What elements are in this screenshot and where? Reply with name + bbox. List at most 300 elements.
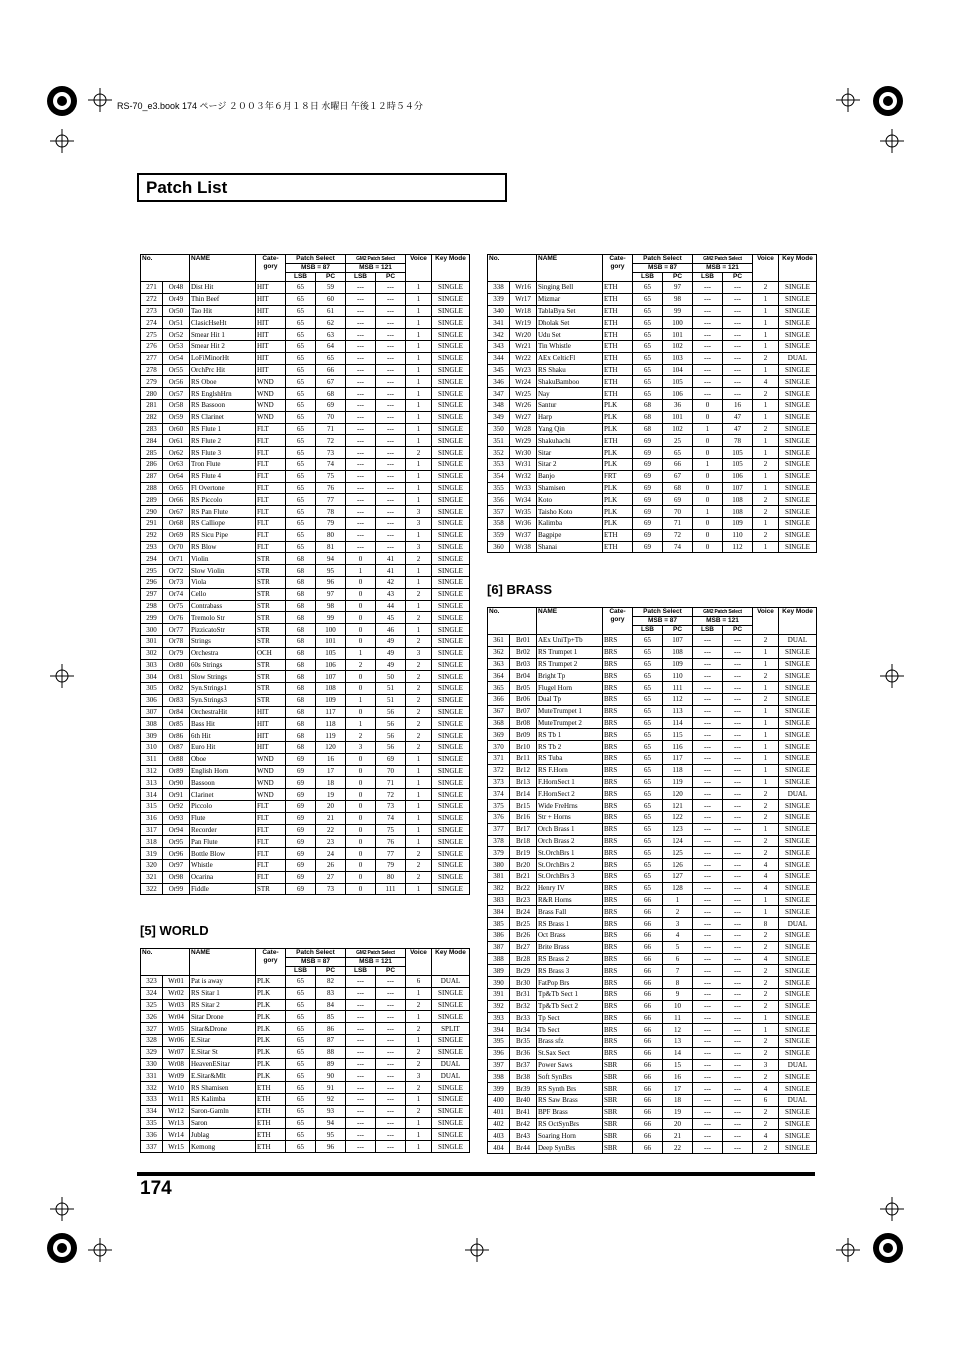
cell-msb87-lsb: 65 [286,1046,316,1058]
cell-msb87-pc: 107 [316,671,346,683]
cell-name: Banjo [537,470,603,482]
cell-keymode: SINGLE [432,730,470,742]
cell-msb121-pc: --- [376,423,406,435]
cell-id: Wr36 [510,517,537,529]
table-row [141,694,470,706]
cell-category: BRS [603,776,633,788]
cell-msb121-lsb: 0 [346,871,376,883]
cell-msb87-lsb: 66 [633,1095,663,1107]
cell-voice: 2 [753,1106,779,1118]
cell-number: 374 [488,788,510,800]
cell-msb87-lsb: 65 [286,376,316,388]
cell-number: 283 [141,423,163,435]
table-row [488,305,817,317]
cell-msb121-lsb: --- [693,635,723,647]
cell-voice: 2 [406,659,432,671]
cell-keymode: SINGLE [779,364,817,376]
table-row [141,305,470,317]
cell-name: Nay [537,388,603,400]
cell-voice: 6 [406,976,432,988]
cell-category: HIT [256,706,286,718]
cell-number: 381 [488,870,510,882]
cell-msb87-lsb: 65 [286,447,316,459]
cell-msb87-pc: 84 [316,999,346,1011]
cell-msb121-lsb: --- [346,1129,376,1141]
cell-msb121-lsb: 0 [346,801,376,813]
cell-number: 319 [141,848,163,860]
cell-id: Wr12 [163,1105,190,1117]
table-row [141,671,470,683]
cell-voice: 6 [753,1095,779,1107]
cell-name: Dist Hit [190,282,256,294]
cell-msb87-lsb: 65 [286,1070,316,1082]
table-row [488,870,817,882]
table-row [141,1011,470,1023]
cell-id: Br31 [510,988,537,1000]
cell-keymode: SINGLE [432,1011,470,1023]
cell-msb87-pc: 120 [663,788,693,800]
cell-voice: 2 [753,1000,779,1012]
cell-voice: 1 [406,458,432,470]
cell-msb121-lsb: --- [693,717,723,729]
cell-msb121-lsb: --- [346,1034,376,1046]
cell-msb121-pc: 51 [376,694,406,706]
cell-msb87-lsb: 69 [633,517,663,529]
header-voice: Voice [406,949,432,976]
cell-voice: 2 [753,388,779,400]
cell-category: ETH [603,376,633,388]
cell-voice: 2 [753,811,779,823]
header-gm2-patch-select: GM2 Patch Select [346,255,406,264]
cell-msb87-pc: 60 [316,293,346,305]
cell-msb121-pc: --- [723,859,753,871]
cell-voice: 1 [406,340,432,352]
cell-keymode: SINGLE [779,882,817,894]
cell-voice: 4 [753,882,779,894]
cell-msb121-pc: --- [376,1023,406,1035]
cell-msb87-lsb: 69 [633,541,663,553]
cell-name: Saron [190,1117,256,1129]
cell-voice: 1 [406,529,432,541]
cell-name: ClasicHseHt [190,317,256,329]
cell-id: Or76 [163,612,190,624]
table-row [488,506,817,518]
cell-msb87-lsb: 65 [633,752,663,764]
cell-msb121-pc: 107 [723,482,753,494]
cell-msb121-pc: --- [723,894,753,906]
cell-id: Or88 [163,753,190,765]
cell-number: 341 [488,317,510,329]
cell-msb87-pc: 122 [663,811,693,823]
cell-number: 387 [488,941,510,953]
cell-msb121-pc: --- [376,305,406,317]
header-keymode: Key Mode [779,255,817,282]
cell-msb87-lsb: 68 [286,694,316,706]
cell-msb87-lsb: 69 [633,435,663,447]
cell-voice: 2 [753,835,779,847]
cell-name: Taisho Koto [537,506,603,518]
cell-voice: 1 [406,470,432,482]
cell-msb87-lsb: 65 [286,1011,316,1023]
cell-msb121-pc: 80 [376,871,406,883]
header-lsb-121: LSB [346,967,376,976]
cell-msb87-pc: 82 [316,976,346,988]
cell-msb87-pc: 3 [663,918,693,930]
bottom-rule [137,1172,815,1176]
table-row [141,600,470,612]
table-row [488,1142,817,1154]
cell-keymode: SINGLE [432,987,470,999]
cell-msb121-pc: --- [723,705,753,717]
cell-voice: 1 [406,1011,432,1023]
cell-id: Or95 [163,836,190,848]
cell-voice: 1 [406,576,432,588]
cell-category: WND [256,376,286,388]
cell-msb121-pc: --- [376,1093,406,1105]
cell-msb87-pc: 102 [663,423,693,435]
cell-msb87-lsb: 65 [633,329,663,341]
cell-name: RS Tb 2 [537,741,603,753]
cell-msb121-pc: 50 [376,671,406,683]
cell-msb87-lsb: 68 [633,411,663,423]
cell-name: Bass Hit [190,718,256,730]
cell-voice: 2 [753,788,779,800]
cell-number: 356 [488,494,510,506]
table-row [488,458,817,470]
cell-voice: 2 [406,694,432,706]
cell-msb121-pc: --- [376,529,406,541]
table-row [488,1059,817,1071]
cell-voice: 1 [406,824,432,836]
cell-voice: 1 [406,987,432,999]
cell-name: Bagpipe [537,529,603,541]
cell-msb121-pc: --- [376,1070,406,1082]
cell-msb121-pc: --- [376,293,406,305]
cell-number: 326 [141,1011,163,1023]
cell-msb121-lsb: --- [693,1106,723,1118]
cell-voice: 2 [406,588,432,600]
cell-keymode: SINGLE [779,670,817,682]
cell-msb121-pc: --- [376,506,406,518]
cell-msb87-lsb: 66 [633,1000,663,1012]
cell-msb87-pc: 17 [316,765,346,777]
cell-msb121-lsb: --- [693,1083,723,1095]
cell-keymode: SINGLE [432,1129,470,1141]
cell-msb121-pc: --- [723,988,753,1000]
header-voice: Voice [406,255,432,282]
cell-msb121-pc: 78 [723,435,753,447]
cell-name: RS Brass 2 [537,953,603,965]
cell-id: Br34 [510,1024,537,1036]
cell-id: Br43 [510,1130,537,1142]
cell-msb121-lsb: --- [346,999,376,1011]
cell-voice: 1 [406,352,432,364]
cell-msb87-pc: 27 [316,871,346,883]
cell-category: ETH [603,435,633,447]
cell-number: 379 [488,847,510,859]
cell-msb121-lsb: 1 [693,458,723,470]
cell-number: 352 [488,447,510,459]
cell-number: 278 [141,364,163,376]
cell-keymode: SINGLE [779,1000,817,1012]
cell-keymode: SINGLE [432,506,470,518]
cell-voice: 2 [753,988,779,1000]
cell-keymode: SINGLE [432,565,470,577]
cell-msb87-pc: 79 [316,517,346,529]
cell-keymode: SINGLE [432,399,470,411]
cell-msb121-pc: 49 [376,659,406,671]
cell-id: Br10 [510,741,537,753]
table-row [141,293,470,305]
cell-msb121-lsb: --- [346,399,376,411]
header-patch-select: Patch Select [633,608,693,617]
header-no: No. [488,255,537,282]
cell-number: 282 [141,411,163,423]
cell-number: 294 [141,553,163,565]
cell-msb87-lsb: 65 [286,340,316,352]
cell-voice: 2 [753,506,779,518]
cell-msb121-pc: --- [376,976,406,988]
cell-voice: 2 [753,282,779,294]
cell-msb87-lsb: 65 [633,670,663,682]
cell-category: ETH [256,1129,286,1141]
cell-category: HIT [256,317,286,329]
cell-msb87-lsb: 66 [633,918,663,930]
cell-name: Str + Horns [537,811,603,823]
cell-msb121-lsb: 0 [693,447,723,459]
cell-category: SBR [603,1071,633,1083]
cell-voice: 1 [753,317,779,329]
cell-category: FLT [256,812,286,824]
cell-category: BRS [603,646,633,658]
cell-msb87-lsb: 65 [286,364,316,376]
cell-number: 328 [141,1034,163,1046]
cell-name: Kemong [190,1141,256,1153]
cell-name: Brite Brass [537,941,603,953]
cell-keymode: SINGLE [779,435,817,447]
table-row [141,1129,470,1141]
cell-voice: 4 [753,953,779,965]
table-row [141,494,470,506]
cell-keymode: SINGLE [432,812,470,824]
cell-msb87-pc: 117 [663,752,693,764]
cell-name: Power Saws [537,1059,603,1071]
cell-keymode: SINGLE [432,765,470,777]
cell-msb121-pc: --- [723,847,753,859]
cell-voice: 2 [406,1058,432,1070]
cell-msb87-pc: 85 [316,1011,346,1023]
table-row [488,882,817,894]
cell-number: 321 [141,871,163,883]
cell-keymode: SINGLE [779,729,817,741]
header-patch-select: Patch Select [286,255,346,264]
cell-msb87-lsb: 69 [633,482,663,494]
cell-id: Wr32 [510,470,537,482]
cell-id: Br22 [510,882,537,894]
cell-voice: 2 [753,670,779,682]
cell-keymode: SINGLE [432,1141,470,1153]
cell-name: 6th Hit [190,730,256,742]
cell-msb121-pc: --- [376,1011,406,1023]
cell-number: 325 [141,999,163,1011]
cell-keymode: SINGLE [432,411,470,423]
cell-id: Br41 [510,1106,537,1118]
cell-msb87-lsb: 68 [633,399,663,411]
cell-msb87-pc: 87 [316,1034,346,1046]
cell-keymode: SINGLE [779,1047,817,1059]
cell-name: Soaring Horn [537,1130,603,1142]
cell-category: WND [256,753,286,765]
cell-keymode: SINGLE [432,388,470,400]
cell-msb121-pc: --- [376,435,406,447]
cell-keymode: SINGLE [779,376,817,388]
cell-category: FLT [256,541,286,553]
cell-category: PLK [603,482,633,494]
cell-category: PLK [256,1070,286,1082]
header-msb121: MSB = 121 [346,958,406,967]
cell-voice: 1 [406,435,432,447]
cell-number: 337 [141,1141,163,1153]
cell-category: BRS [603,1047,633,1059]
cell-name: Dholak Set [537,317,603,329]
cell-msb87-lsb: 65 [633,764,663,776]
cell-msb87-pc: 22 [663,1142,693,1154]
cell-msb87-lsb: 65 [286,987,316,999]
cell-id: Or80 [163,659,190,671]
cell-msb121-pc: 43 [376,588,406,600]
cell-msb121-lsb: --- [693,1059,723,1071]
crosshair-icon [880,1197,904,1221]
registration-mark-icon [44,83,80,119]
cell-category: SBR [603,1130,633,1142]
cell-id: Wr19 [510,317,537,329]
cell-number: 329 [141,1046,163,1058]
cell-number: 314 [141,789,163,801]
cell-category: STR [256,565,286,577]
table-row [488,918,817,930]
cell-name: RS Bassoon [190,399,256,411]
table-row [141,329,470,341]
header-category: Cate-gory [603,255,633,282]
cell-keymode: SINGLE [432,329,470,341]
table-row [488,1130,817,1142]
cell-id: Wr30 [510,447,537,459]
cell-msb87-pc: 69 [663,494,693,506]
table-row [141,470,470,482]
cell-msb87-pc: 69 [316,399,346,411]
cell-category: BRS [603,977,633,989]
cell-msb87-lsb: 66 [633,894,663,906]
cell-id: Wr05 [163,1023,190,1035]
cell-msb87-pc: 65 [316,352,346,364]
table-row [488,977,817,989]
cell-msb87-pc: 13 [663,1036,693,1048]
cell-number: 385 [488,918,510,930]
cell-voice: 2 [753,458,779,470]
cell-name: RS Flute 2 [190,435,256,447]
cell-msb121-pc: 74 [376,812,406,824]
cell-id: Br07 [510,705,537,717]
cell-msb121-lsb: 0 [693,494,723,506]
cell-msb87-pc: 91 [316,1082,346,1094]
cell-msb87-pc: 77 [316,494,346,506]
cell-keymode: SINGLE [432,482,470,494]
cell-msb121-lsb: --- [693,682,723,694]
cell-id: Wr01 [163,976,190,988]
cell-number: 277 [141,352,163,364]
cell-msb87-lsb: 65 [633,658,663,670]
cell-category: ETH [603,282,633,294]
cell-msb121-lsb: 0 [346,753,376,765]
cell-id: Br20 [510,859,537,871]
cell-voice: 2 [753,800,779,812]
cell-voice: 3 [406,541,432,553]
cell-msb121-pc: --- [723,1130,753,1142]
cell-keymode: SINGLE [779,305,817,317]
cell-keymode: SINGLE [779,541,817,553]
cell-msb121-pc: 47 [723,411,753,423]
table-row [141,1023,470,1035]
table-row [488,482,817,494]
cell-msb121-pc: --- [376,458,406,470]
cell-msb121-lsb: --- [693,811,723,823]
cell-msb121-lsb: --- [346,976,376,988]
cell-id: Or87 [163,742,190,754]
cell-msb121-pc: --- [376,1034,406,1046]
table-row [141,1082,470,1094]
cell-number: 275 [141,329,163,341]
cell-voice: 1 [406,293,432,305]
cell-msb87-pc: 96 [316,576,346,588]
cell-msb87-lsb: 65 [286,1105,316,1117]
header-msb87: MSB = 87 [286,264,346,273]
cell-msb121-pc: 111 [376,883,406,895]
cell-msb121-pc: 44 [376,600,406,612]
cell-id: Br40 [510,1095,537,1107]
cell-voice: 1 [753,705,779,717]
cell-id: Br24 [510,906,537,918]
cell-id: Wr08 [163,1058,190,1070]
cell-msb121-pc: 79 [376,860,406,872]
header-lsb-87: LSB [286,967,316,976]
header-pc-87: PC [663,626,693,635]
cell-msb87-lsb: 69 [286,777,316,789]
cell-keymode: SINGLE [432,282,470,294]
table-row [141,565,470,577]
cell-keymode: SINGLE [432,600,470,612]
cell-number: 291 [141,517,163,529]
cell-msb87-lsb: 66 [633,1118,663,1130]
cell-number: 399 [488,1083,510,1095]
table-row [488,447,817,459]
cell-id: Wr03 [163,999,190,1011]
cell-voice: 1 [406,282,432,294]
table-row [141,388,470,400]
cell-name: Sitar [537,447,603,459]
table-row [488,859,817,871]
cell-msb121-lsb: --- [346,293,376,305]
cell-category: WND [256,411,286,423]
table-row [488,670,817,682]
cell-keymode: SINGLE [432,1093,470,1105]
table-row [141,364,470,376]
header-pc-87: PC [663,273,693,282]
cell-msb87-pc: 125 [663,847,693,859]
cell-msb121-lsb: --- [693,800,723,812]
cell-id: Or86 [163,730,190,742]
cell-category: BRS [603,811,633,823]
table-row [488,811,817,823]
